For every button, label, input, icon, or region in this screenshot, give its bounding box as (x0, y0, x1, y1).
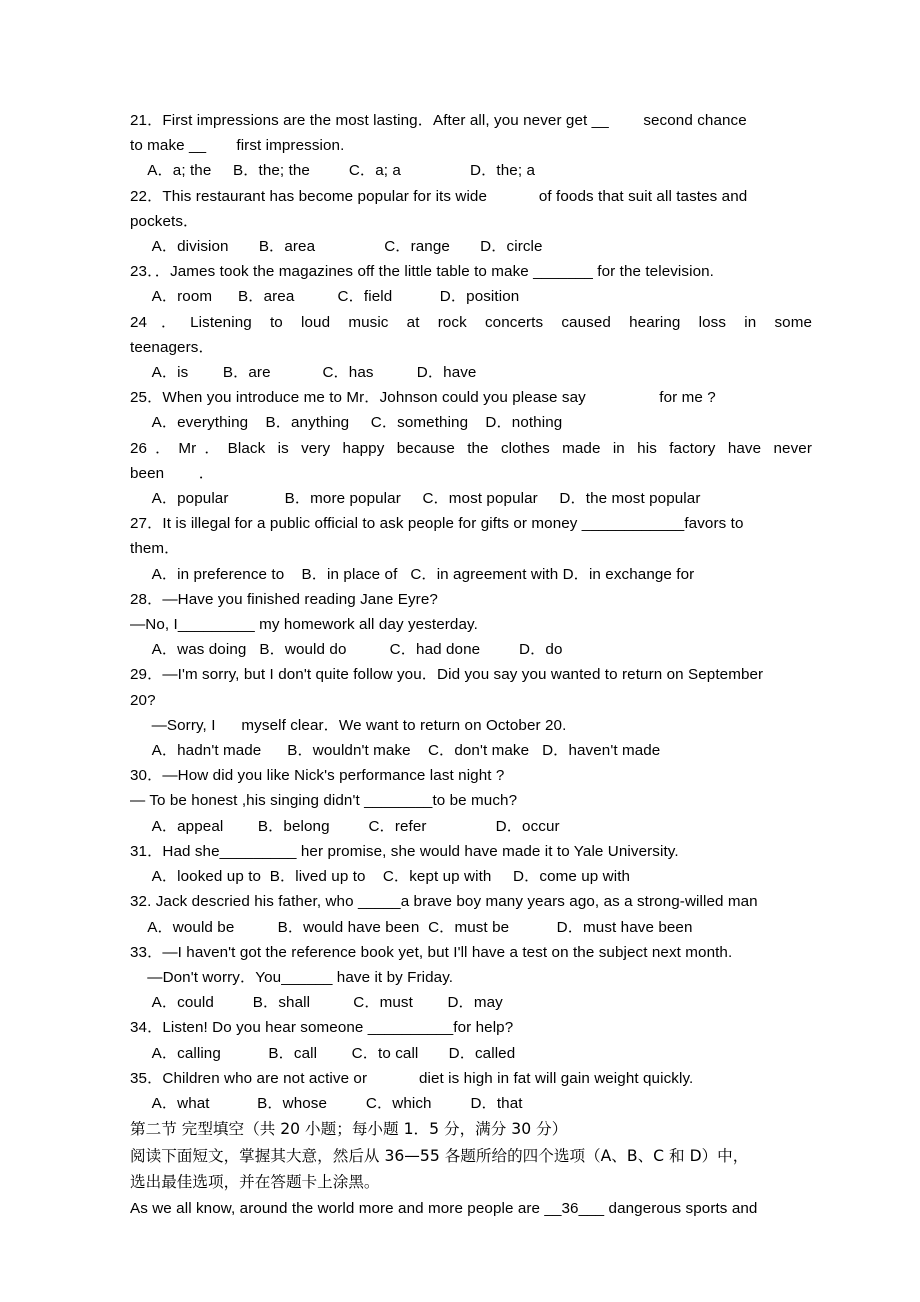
question-stem-29-line-3: —Sorry, I myself clear．We want to return on October 20. (130, 716, 567, 734)
section-two-instruction-line-2: 选出最佳选项，并在答题卡上涂黑。 (130, 1173, 380, 1192)
question-stem-25-line-1: 25．When you introduce me to Mr．Johnson could you please say for me ? (130, 389, 716, 407)
question-stem-27-line-1: 27．It is illegal for a public official to ask people for gifts or money ____________favors to (130, 515, 744, 533)
question-stem-26-line-2: been ． (130, 464, 215, 482)
exam-content (130, 108, 812, 1221)
question-stem-22-line-1: 22．This restaurant has become popular for its wide of foods that suit all tastes and (130, 187, 748, 205)
question-stem-28-line-1: 28．—Have you finished reading Jane Eyre? (130, 590, 438, 608)
question-options-21[interactable]: A．a; the B．the; the C．a; a D．the; a (130, 162, 536, 180)
question-stem-30-line-2: — To be honest ,his singing didn't ________to be much? (130, 792, 518, 810)
question-options-32[interactable]: A．would be B．would have been C．must be D．must have been (130, 918, 693, 936)
question-options-22[interactable]: A．division B．area C．range D．circle (130, 238, 543, 256)
cloze-passage-first-line: As we all know, around the world more and more people are __36___ dangerous sports and (130, 1199, 758, 1217)
question-options-25[interactable]: A．everything B．anything C．something D．nothing (130, 414, 563, 432)
question-stem-24-line-1: 24．Listening to loud music at rock concerts caused hearing loss in some (130, 313, 812, 331)
question-options-30[interactable]: A．appeal B．belong C．refer D．occur (130, 817, 560, 835)
question-options-29[interactable]: A．hadn't made B．wouldn't make C．don't make D．haven't made (130, 742, 661, 760)
question-stem-29-line-1: 29．—I'm sorry, but I don't quite follow you．Did you say you wanted to return on September (130, 666, 764, 684)
question-stem-21-line-2: to make __ first impression. (130, 137, 345, 155)
question-stem-23-line-1: 23．．James took the magazines off the little table to make _______ for the television. (130, 263, 714, 281)
question-options-27[interactable]: A．in preference to B．in place of C．in agreement with D．in exchange for (130, 565, 695, 583)
question-stem-32-line-1: 32. Jack descried his father, who _____a brave boy many years ago, as a strong-willed man (130, 893, 758, 911)
question-stem-27-line-2: them． (130, 540, 180, 558)
question-options-23[interactable]: A．room B．area C．field D．position (130, 288, 520, 306)
question-stem-30-line-1: 30．—How did you like Nick's performance last night ? (130, 767, 505, 785)
section-two-heading: 第二节 完型填空（共 20 小题；每小题 1．5 分，满分 30 分） (130, 1120, 568, 1139)
question-stem-31-line-1: 31．Had she_________ her promise, she would have made it to Yale University. (130, 842, 679, 860)
question-stem-21-line-1: 21．First impressions are the most lasting．After all, you never get __ second chance (130, 112, 747, 129)
question-stem-26-line-1: 26．Mr．Black is very happy because the clothes made in his factory have never (130, 439, 812, 457)
question-options-35[interactable]: A．what B．whose C．which D．that (130, 1094, 523, 1112)
question-options-33[interactable]: A．could B．shall C．must D．may (130, 994, 503, 1012)
question-stem-24-line-2: teenagers． (130, 338, 214, 356)
question-options-24[interactable]: A．is B．are C．has D．have (130, 364, 477, 382)
question-stem-34-line-1: 34．Listen! Do you hear someone __________for help? (130, 1019, 514, 1037)
question-stem-33-line-1: 33．—I haven't got the reference book yet, but I'll have a test on the subject next month. (130, 943, 733, 961)
section-two-instruction-line-1: 阅读下面短文，掌握其大意，然后从 36—55 各题所给的四个选项（A、B、C 和 D）中， (130, 1146, 749, 1165)
question-stem-28-line-2: —No, I_________ my homework all day yesterday. (130, 616, 478, 634)
question-options-34[interactable]: A．calling B．call C．to call D．called (130, 1044, 516, 1062)
question-options-28[interactable]: A．was doing B．would do C．had done D．do (130, 641, 563, 659)
question-stem-33-line-2: —Don't worry．You______ have it by Friday. (130, 968, 454, 986)
question-options-26[interactable]: A．popular B．more popular C．most popular D．the most popular (130, 490, 701, 508)
question-stem-29-line-2: 20? (130, 691, 156, 709)
question-stem-35-line-1: 35．Children who are not active or diet is high in fat will gain weight quickly. (130, 1069, 694, 1087)
question-options-31[interactable]: A．looked up to B．lived up to C．kept up with D．come up with (130, 868, 631, 886)
question-stem-22-line-2: pockets． (130, 212, 199, 230)
